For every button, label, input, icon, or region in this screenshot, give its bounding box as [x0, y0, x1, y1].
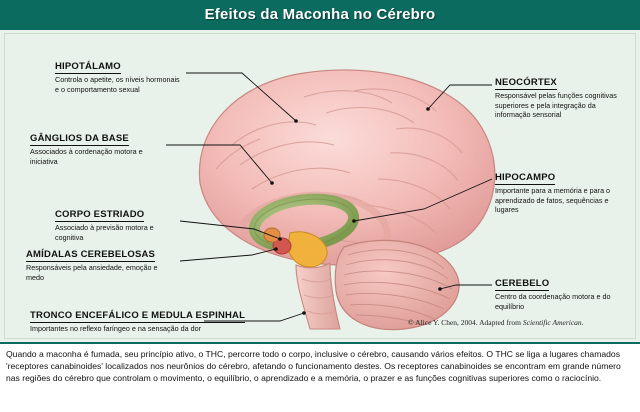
label-hipocampo-heading: HIPOCAMPO [495, 172, 556, 183]
label-ganglios-heading: GÂNGLIOS DA BASE [30, 133, 129, 144]
label-amidalas-body: Responsáveis pela ansiedade, emoção e medo [26, 263, 158, 282]
credit-text: © Alice Y. Chen, 2004. Adapted from [408, 318, 523, 327]
caption-block [0, 344, 640, 412]
brain-diagram [0, 30, 640, 344]
label-hipotalamo [55, 56, 185, 94]
brainstem-shape [296, 263, 340, 329]
label-cerebelo [495, 273, 625, 311]
label-tronco-heading: TRONCO ENCEFÁLICO E MEDULA ESPINHAL [30, 310, 246, 321]
label-amidalas-cerebelosas [26, 244, 176, 282]
label-corpo-estriado [55, 204, 180, 242]
label-hipocampo [495, 167, 625, 215]
label-neocortex-body: Responsável pelas funções cognitivas superiores e pela integração da informação sensorial [495, 91, 617, 119]
label-amidalas-heading: AMÍDALAS CEREBELOSAS [26, 249, 156, 260]
label-neocortex [495, 72, 625, 120]
label-corpo-estriado-heading: CORPO ESTRIADO [55, 209, 145, 220]
label-hipocampo-body: Importante para a memória e para o aprendizado de fatos, sequências e lugares [495, 186, 611, 214]
label-corpo-estriado-body: Associado à previsão motora e cognitiva [55, 223, 154, 242]
label-tronco-encefalico [30, 305, 246, 334]
page-title: Efeitos da Maconha no Cérebro [204, 6, 436, 23]
credit-source: Scientific American. [522, 318, 584, 327]
label-ganglios-body: Associados à cordenação motora e iniciativa [30, 147, 143, 166]
label-cerebelo-body: Centro da coordenação motora e do equilíbrio [495, 292, 611, 311]
label-neocortex-heading: NEOCÓRTEX [495, 77, 557, 88]
label-tronco-body: Importantes no reflexo faríngeo e na sensação da dor [30, 324, 202, 333]
label-hipotalamo-body: Controla o apetite, os níveis hormonais e o comportamento sexual [55, 75, 180, 94]
figure-credit [408, 318, 584, 327]
title-bar [0, 0, 640, 31]
label-ganglios-da-base [30, 128, 165, 166]
caption-text: Quando a maconha é fumada, seu princípio ativo, o THC, percorre todo o corpo, inclusive o cérebro, causando vários efeitos. O THC se liga a lugares chamados 'receptores canabinoides' localizados nos neurônios do cérebro, afetando o funcionamento destes. Os receptores canabinoides se encontram em grande número nas regiões do cérebro que controlam o movimento, o equilíbrio, o aprendizado e a memória, o prazer e as funções cognitivas superiores como o raciocínio. [6, 349, 621, 384]
cerebellum-shape [335, 240, 459, 329]
hypothalamus-shape [264, 228, 280, 242]
label-cerebelo-heading: CEREBELO [495, 278, 550, 289]
label-hipotalamo-heading: HIPOTÁLAMO [55, 61, 121, 72]
